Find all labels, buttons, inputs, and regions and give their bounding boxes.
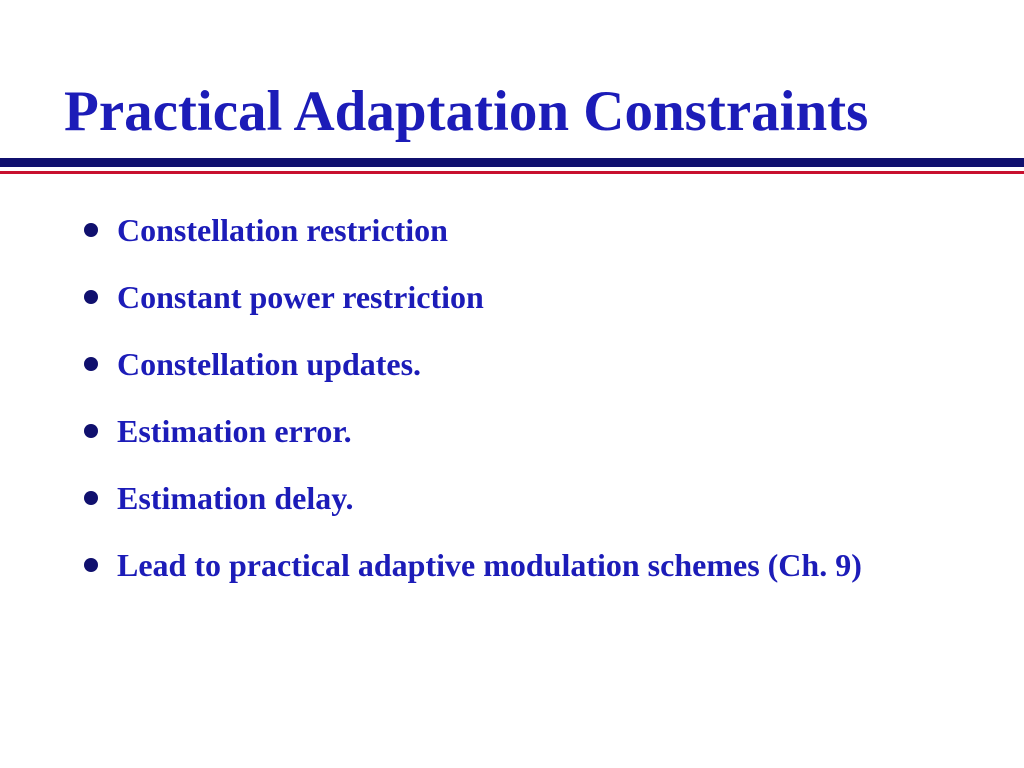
bullet-item xyxy=(81,465,941,531)
bullet-text: Constant power restriction xyxy=(117,279,484,315)
bullet-dot-icon xyxy=(84,558,98,572)
slide-title: Practical Adaptation Constraints xyxy=(64,80,869,143)
bullet-dot-icon xyxy=(84,290,98,304)
bullet-text: Estimation error. xyxy=(117,413,352,449)
bullet-text: Constellation updates. xyxy=(117,346,422,382)
title-divider-secondary xyxy=(0,171,1024,174)
bullet-item xyxy=(81,331,941,397)
bullet-text: Lead to practical adaptive modulation schemes (Ch. 9) xyxy=(117,547,862,583)
bullet-item xyxy=(81,264,941,330)
bullet-dot-icon xyxy=(84,424,98,438)
title-divider-primary xyxy=(0,158,1024,167)
bullet-text: Constellation restriction xyxy=(117,212,448,248)
bullet-dot-icon xyxy=(84,223,98,237)
bullet-dot-icon xyxy=(84,491,98,505)
bullet-dot-icon xyxy=(84,357,98,371)
bullet-item xyxy=(81,532,941,598)
bullet-item xyxy=(81,398,941,464)
bullet-text: Estimation delay. xyxy=(117,480,354,516)
bullet-item xyxy=(81,197,941,263)
